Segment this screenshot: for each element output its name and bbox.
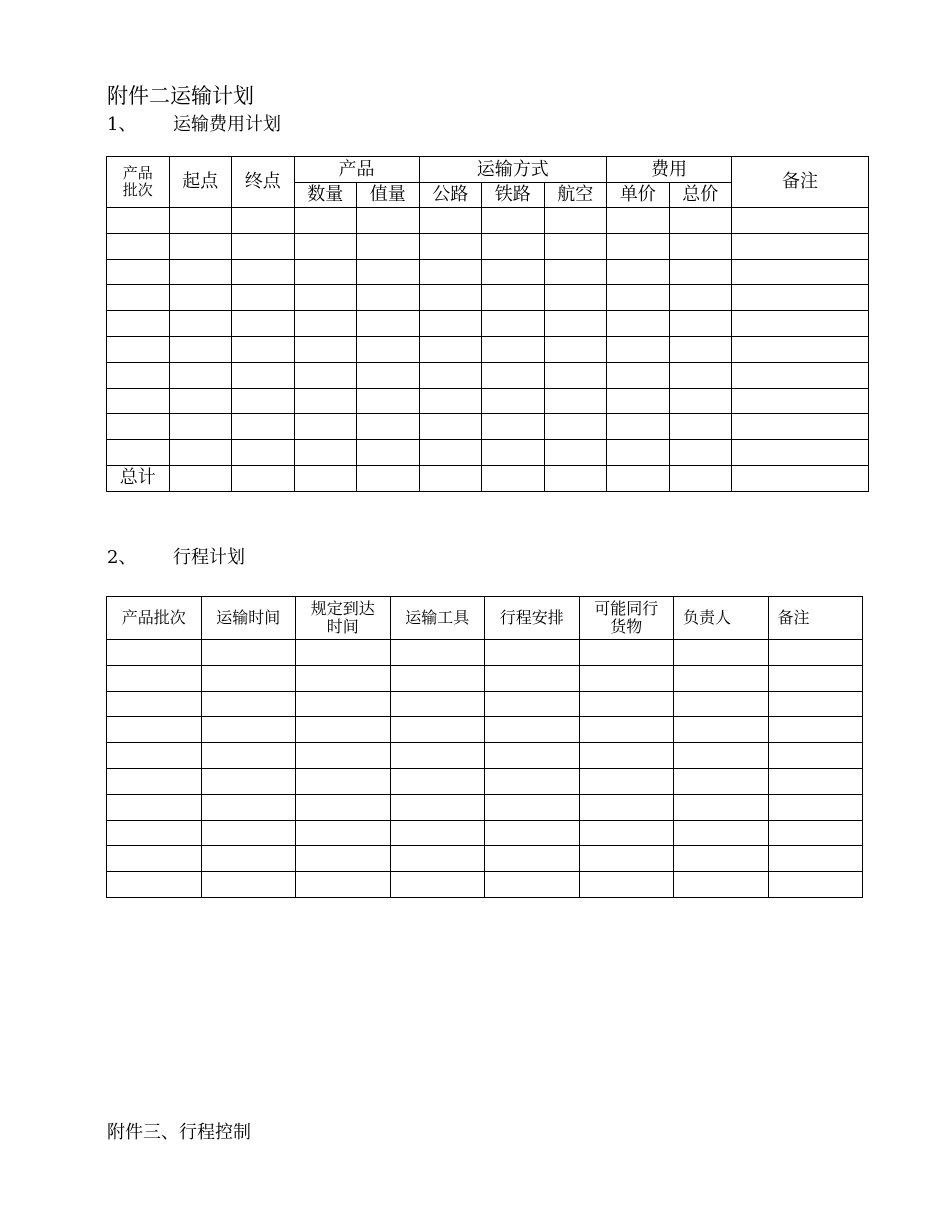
table-cell <box>768 665 863 691</box>
table-cell <box>482 311 545 337</box>
table-cell <box>201 872 296 898</box>
table-cell <box>607 259 670 285</box>
table-cell <box>232 465 295 491</box>
table-cell <box>768 640 863 666</box>
table-cell <box>579 691 674 717</box>
table-cell <box>544 311 607 337</box>
header-air: 航空 <box>544 183 607 208</box>
itinerary-header-cell: 规定到达 时间 <box>296 597 391 640</box>
table-cell <box>768 743 863 769</box>
header-product: 产品 <box>294 157 419 183</box>
table-cell <box>107 362 170 388</box>
table-cell <box>485 743 580 769</box>
table-row <box>107 336 869 362</box>
table-cell <box>390 820 485 846</box>
table-cell <box>607 414 670 440</box>
itinerary-header-cell: 备注 <box>768 597 863 640</box>
table-cell <box>107 846 202 872</box>
table-row <box>107 311 869 337</box>
table-cell <box>232 414 295 440</box>
table-cell <box>357 285 420 311</box>
table-cell <box>669 208 732 234</box>
table-cell <box>169 311 232 337</box>
table-cell <box>732 233 869 259</box>
table-cell <box>669 440 732 466</box>
table-cell <box>357 233 420 259</box>
table-cell <box>419 311 482 337</box>
table-cell <box>544 336 607 362</box>
table-cell <box>390 691 485 717</box>
table-cell <box>107 743 202 769</box>
table-cell <box>579 768 674 794</box>
header-rail: 铁路 <box>482 183 545 208</box>
table-cell <box>296 743 391 769</box>
table-cell <box>294 208 357 234</box>
table-cell <box>107 388 170 414</box>
table-cell <box>107 311 170 337</box>
table-cell <box>357 465 420 491</box>
table-cell <box>579 743 674 769</box>
table-cell <box>169 208 232 234</box>
table-cell <box>357 440 420 466</box>
table-cell <box>607 208 670 234</box>
table-cell <box>768 691 863 717</box>
table-cell <box>201 794 296 820</box>
table-row <box>107 640 863 666</box>
table-cell <box>544 285 607 311</box>
table-cell <box>669 285 732 311</box>
table-row <box>107 233 869 259</box>
table-cell <box>357 208 420 234</box>
table-row <box>107 362 869 388</box>
table-cell <box>357 311 420 337</box>
table-cell <box>201 691 296 717</box>
table-cell <box>107 872 202 898</box>
table-cell <box>169 388 232 414</box>
table-cell <box>107 440 170 466</box>
itinerary-header-cell: 运输工具 <box>390 597 485 640</box>
table-cell <box>169 465 232 491</box>
header-transport-mode: 运输方式 <box>419 157 607 183</box>
table-cell <box>390 846 485 872</box>
table-cell <box>419 233 482 259</box>
table-cell <box>732 465 869 491</box>
annex-3-heading: 附件三、行程控制 <box>107 1122 251 1143</box>
table-cell <box>768 872 863 898</box>
table-cell <box>579 872 674 898</box>
table-cell <box>294 336 357 362</box>
table-cell <box>669 414 732 440</box>
table-cell <box>669 311 732 337</box>
transport-cost-table-body <box>107 208 869 466</box>
header-remark: 备注 <box>732 157 869 208</box>
table-cell <box>169 362 232 388</box>
table-cell <box>732 388 869 414</box>
table-cell <box>768 717 863 743</box>
table-cell <box>107 285 170 311</box>
table-cell <box>607 465 670 491</box>
table-cell <box>768 820 863 846</box>
table-row <box>107 440 869 466</box>
table-cell <box>482 336 545 362</box>
table-cell <box>579 846 674 872</box>
section-1-heading <box>107 113 281 137</box>
table-cell <box>579 794 674 820</box>
table-cell <box>357 388 420 414</box>
table-cell <box>419 465 482 491</box>
table-cell <box>732 414 869 440</box>
table-cell <box>674 794 769 820</box>
table-cell <box>485 820 580 846</box>
table-cell <box>482 440 545 466</box>
table-cell <box>544 233 607 259</box>
table-cell <box>296 691 391 717</box>
table-row <box>107 285 869 311</box>
table-cell <box>544 465 607 491</box>
table-cell <box>390 768 485 794</box>
table-cell <box>485 872 580 898</box>
table-cell <box>169 414 232 440</box>
table-cell <box>419 259 482 285</box>
table-cell <box>544 414 607 440</box>
table-cell <box>201 768 296 794</box>
table-cell <box>294 465 357 491</box>
table-cell <box>485 640 580 666</box>
table-cell <box>107 665 202 691</box>
table-cell <box>296 846 391 872</box>
table-cell <box>390 743 485 769</box>
total-row-label: 总计 <box>107 465 170 491</box>
table-cell <box>294 440 357 466</box>
table-row <box>107 388 869 414</box>
header-origin: 起点 <box>169 157 232 208</box>
table-cell <box>232 311 295 337</box>
table-cell <box>669 465 732 491</box>
table-cell <box>294 362 357 388</box>
table-cell <box>607 336 670 362</box>
header-cost: 费用 <box>607 157 732 183</box>
table-cell <box>107 691 202 717</box>
table-cell <box>107 233 170 259</box>
table-cell <box>294 285 357 311</box>
table-cell <box>419 208 482 234</box>
table-cell <box>294 414 357 440</box>
table-cell <box>607 311 670 337</box>
table-cell <box>674 665 769 691</box>
table-row <box>107 717 863 743</box>
table-cell <box>390 665 485 691</box>
section-1-label: 运输费用计划 <box>173 114 281 135</box>
table-cell <box>674 872 769 898</box>
table-row <box>107 820 863 846</box>
table-cell <box>294 311 357 337</box>
table-cell <box>419 440 482 466</box>
table-cell <box>390 872 485 898</box>
table-cell <box>107 820 202 846</box>
table-cell <box>107 768 202 794</box>
header-total-price: 总价 <box>669 183 732 208</box>
table-cell <box>294 388 357 414</box>
table-cell <box>419 285 482 311</box>
table-cell <box>485 794 580 820</box>
table-cell <box>169 233 232 259</box>
transport-cost-table <box>106 156 869 492</box>
table-cell <box>201 640 296 666</box>
table-cell <box>107 208 170 234</box>
table-cell <box>107 259 170 285</box>
table-cell <box>169 285 232 311</box>
table-cell <box>296 768 391 794</box>
table-cell <box>169 440 232 466</box>
itinerary-plan-table-body <box>107 640 863 898</box>
table-cell <box>544 440 607 466</box>
table-cell <box>357 362 420 388</box>
table-cell <box>482 208 545 234</box>
itinerary-header-cell: 运输时间 <box>201 597 296 640</box>
table-cell <box>390 717 485 743</box>
table-cell <box>732 285 869 311</box>
table-cell <box>768 794 863 820</box>
table-cell <box>579 820 674 846</box>
table-cell <box>485 665 580 691</box>
table-cell <box>294 259 357 285</box>
table-cell <box>544 208 607 234</box>
header-value: 值量 <box>357 183 420 208</box>
table-cell <box>732 440 869 466</box>
table-cell <box>607 285 670 311</box>
table-cell <box>296 717 391 743</box>
table-cell <box>419 362 482 388</box>
table-cell <box>294 233 357 259</box>
table-cell <box>482 285 545 311</box>
table-cell <box>232 285 295 311</box>
itinerary-header-cell: 行程安排 <box>485 597 580 640</box>
header-quantity: 数量 <box>294 183 357 208</box>
table-cell <box>232 362 295 388</box>
section-2-label: 行程计划 <box>173 547 245 568</box>
table-cell <box>607 362 670 388</box>
table-cell <box>579 717 674 743</box>
itinerary-header-cell: 负责人 <box>674 597 769 640</box>
table-cell <box>674 846 769 872</box>
itinerary-header-cell: 产品批次 <box>107 597 202 640</box>
table-cell <box>419 388 482 414</box>
table-cell <box>732 362 869 388</box>
table-cell <box>482 465 545 491</box>
table-cell <box>107 640 202 666</box>
table-cell <box>669 336 732 362</box>
table-cell <box>732 311 869 337</box>
table-cell <box>169 336 232 362</box>
table-cell <box>669 388 732 414</box>
table-cell <box>669 362 732 388</box>
table-row <box>107 872 863 898</box>
table-cell <box>579 640 674 666</box>
document-title: 附件二运输计划 <box>107 84 254 108</box>
table-cell <box>768 846 863 872</box>
table-cell <box>768 768 863 794</box>
table-cell <box>482 259 545 285</box>
table-cell <box>485 768 580 794</box>
table-cell <box>607 233 670 259</box>
table-cell <box>544 259 607 285</box>
table-cell <box>485 846 580 872</box>
header-road: 公路 <box>419 183 482 208</box>
table-cell <box>674 640 769 666</box>
table-cell <box>674 717 769 743</box>
itinerary-header-cell: 可能同行 货物 <box>579 597 674 640</box>
table-cell <box>232 440 295 466</box>
table-cell <box>201 820 296 846</box>
itinerary-header-row <box>107 597 863 640</box>
table-cell <box>579 665 674 691</box>
itinerary-plan-table <box>106 596 863 898</box>
table-cell <box>674 820 769 846</box>
table-cell <box>732 208 869 234</box>
table-cell <box>482 362 545 388</box>
table-cell <box>232 233 295 259</box>
table-cell <box>674 768 769 794</box>
table-cell <box>419 336 482 362</box>
table-cell <box>732 259 869 285</box>
table-cell <box>296 794 391 820</box>
table-cell <box>169 259 232 285</box>
table-cell <box>482 233 545 259</box>
table-cell <box>107 717 202 743</box>
table-cell <box>390 640 485 666</box>
section-2-heading <box>107 546 245 570</box>
table-cell <box>107 414 170 440</box>
table-cell <box>482 414 545 440</box>
table-cell <box>201 717 296 743</box>
table-cell <box>357 259 420 285</box>
table-cell <box>107 336 170 362</box>
table-cell <box>669 259 732 285</box>
table-row <box>107 794 863 820</box>
table-cell <box>674 691 769 717</box>
table-cell <box>607 440 670 466</box>
table-row <box>107 846 863 872</box>
table-row <box>107 743 863 769</box>
table-cell <box>232 336 295 362</box>
table-cell <box>419 414 482 440</box>
table-row <box>107 768 863 794</box>
table-cell <box>296 665 391 691</box>
table-cell <box>296 640 391 666</box>
table-cell <box>201 743 296 769</box>
table-cell <box>732 336 869 362</box>
table-cell <box>201 665 296 691</box>
table-cell <box>485 691 580 717</box>
table-cell <box>357 414 420 440</box>
header-product-batch: 产品 批次 <box>107 157 170 208</box>
table-cell <box>674 743 769 769</box>
table-cell <box>107 794 202 820</box>
header-destination: 终点 <box>232 157 295 208</box>
table-cell <box>607 388 670 414</box>
table-cell <box>482 388 545 414</box>
table-cell <box>296 820 391 846</box>
table-cell <box>296 872 391 898</box>
table-cell <box>544 388 607 414</box>
table-cell <box>544 362 607 388</box>
section-1-number: 1、 <box>107 114 137 135</box>
table-row <box>107 665 863 691</box>
table-cell <box>232 388 295 414</box>
header-unit-price: 单价 <box>607 183 670 208</box>
section-2-number: 2、 <box>107 547 137 568</box>
table-cell <box>669 233 732 259</box>
table-row <box>107 259 869 285</box>
table-cell <box>357 336 420 362</box>
table-cell <box>201 846 296 872</box>
table-row <box>107 208 869 234</box>
table-row <box>107 414 869 440</box>
table-cell <box>390 794 485 820</box>
table-cell <box>485 717 580 743</box>
table-cell <box>232 208 295 234</box>
table-row <box>107 691 863 717</box>
table-cell <box>232 259 295 285</box>
